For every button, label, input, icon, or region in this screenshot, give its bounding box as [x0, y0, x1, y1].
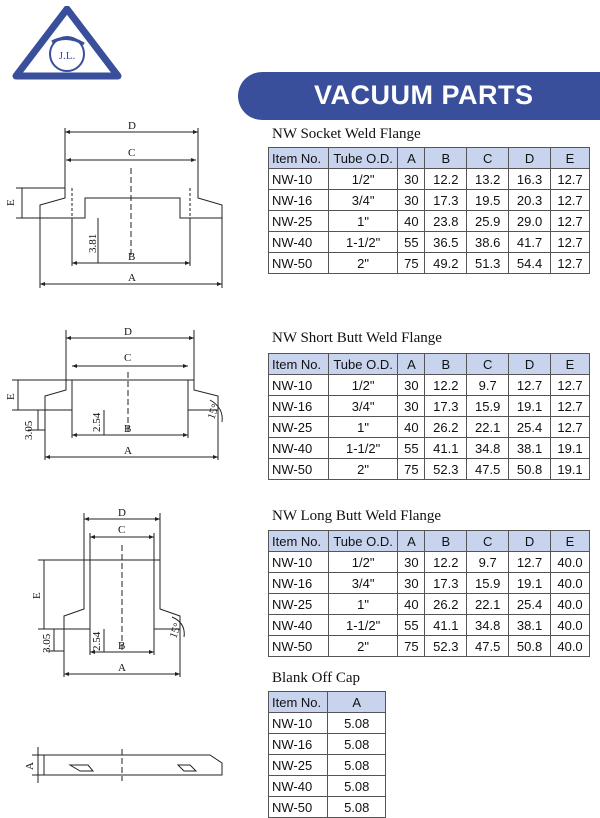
table-cell: NW-25: [269, 211, 329, 232]
table-cell: 29.0: [509, 211, 551, 232]
short-butt-weld-flange-title: NW Short Butt Weld Flange: [272, 330, 442, 346]
table-cell: NW-16: [269, 734, 328, 755]
dim-label-c: C: [124, 352, 132, 364]
column-header: B: [425, 148, 467, 169]
socket-weld-flange-drawing: [0, 118, 260, 293]
table-cell: 30: [398, 573, 425, 594]
table-cell: 19.1: [551, 459, 590, 480]
column-header: E: [551, 354, 590, 375]
table-cell: 1-1/2": [328, 232, 398, 253]
table-row: [269, 797, 386, 818]
table-row: [269, 552, 590, 573]
table-cell: 41.1: [425, 438, 467, 459]
table-cell: 2": [328, 253, 398, 274]
table-cell: 38.1: [509, 615, 551, 636]
dim-label-angle: 15°: [205, 402, 223, 422]
table-row: [269, 776, 386, 797]
column-header: E: [551, 531, 590, 552]
table-cell: 1-1/2": [328, 438, 398, 459]
table-cell: 40.0: [551, 573, 590, 594]
table-cell: 25.4: [509, 594, 551, 615]
table-cell: 1": [328, 594, 398, 615]
table-cell: 12.7: [551, 396, 590, 417]
column-header: B: [425, 354, 467, 375]
table-cell: 25.4: [509, 417, 551, 438]
long-butt-weld-flange-drawing: [0, 505, 260, 685]
dim-label-c: C: [118, 524, 126, 536]
table-cell: 55: [398, 232, 425, 253]
column-header: Item No.: [269, 692, 328, 713]
table-cell: 1/2": [328, 169, 398, 190]
table-cell: 34.8: [467, 615, 509, 636]
table-cell: NW-10: [269, 169, 329, 190]
dim-label-e: E: [31, 592, 43, 599]
table-cell: 40: [398, 211, 425, 232]
table-cell: NW-10: [269, 552, 329, 573]
table-row: [269, 636, 590, 657]
table-cell: 2": [328, 459, 398, 480]
column-header: Item No.: [269, 531, 329, 552]
table-cell: 54.4: [509, 253, 551, 274]
table-cell: 17.3: [425, 573, 467, 594]
table-cell: 1": [328, 211, 398, 232]
table-cell: 49.2: [425, 253, 467, 274]
table-cell: 15.9: [467, 396, 509, 417]
table-cell: 3/4": [328, 396, 398, 417]
table-cell: 20.3: [509, 190, 551, 211]
table-cell: 26.2: [425, 594, 467, 615]
table-cell: NW-25: [269, 594, 329, 615]
column-header: E: [551, 148, 590, 169]
table-cell: 16.3: [509, 169, 551, 190]
table-cell: 3/4": [328, 573, 398, 594]
column-header: A: [328, 692, 386, 713]
table-row: [269, 459, 590, 480]
table-cell: NW-25: [269, 755, 328, 776]
table-cell: 5.08: [328, 776, 386, 797]
table-cell: 22.1: [467, 594, 509, 615]
dim-label-wall: 2.54: [91, 412, 103, 432]
dim-label-hub: 3.05: [23, 420, 35, 440]
table-cell: 1": [328, 417, 398, 438]
column-header: Tube O.D.: [328, 531, 398, 552]
blank-off-cap-title: Blank Off Cap: [272, 670, 361, 686]
table-cell: 36.5: [425, 232, 467, 253]
table-cell: 47.5: [467, 636, 509, 657]
table-cell: 40.0: [551, 594, 590, 615]
column-header: D: [509, 531, 551, 552]
table-cell: 12.7: [551, 375, 590, 396]
long-butt-weld-flange-table: [268, 530, 590, 657]
table-cell: 26.2: [425, 417, 467, 438]
socket-weld-flange-title: NW Socket Weld Flange: [272, 126, 421, 142]
dim-label-a: A: [128, 272, 136, 284]
table-cell: 52.3: [425, 636, 467, 657]
column-header: A: [398, 354, 425, 375]
table-cell: 75: [398, 636, 425, 657]
socket-weld-flange-table: [268, 147, 590, 274]
column-header: C: [467, 354, 509, 375]
column-header: D: [509, 354, 551, 375]
table-cell: 5.08: [328, 797, 386, 818]
table-row: [269, 396, 590, 417]
table-cell: 1/2": [328, 552, 398, 573]
dim-label-e: E: [5, 199, 17, 206]
dim-label-d: D: [124, 326, 132, 338]
table-row: [269, 615, 590, 636]
column-header: A: [398, 531, 425, 552]
table-cell: 38.1: [509, 438, 551, 459]
table-row: [269, 190, 590, 211]
table-cell: 12.7: [551, 211, 590, 232]
table-row: [269, 594, 590, 615]
dim-label-d: D: [118, 507, 126, 519]
table-cell: NW-10: [269, 375, 329, 396]
table-row: [269, 375, 590, 396]
table-cell: NW-10: [269, 713, 328, 734]
table-header-row: [269, 692, 386, 713]
title-banner: [238, 72, 600, 120]
table-row: [269, 211, 590, 232]
table-row: [269, 417, 590, 438]
table-cell: 40.0: [551, 552, 590, 573]
dim-label-wall: 2.54: [91, 631, 103, 651]
table-cell: NW-40: [269, 615, 329, 636]
table-cell: 19.1: [551, 438, 590, 459]
table-cell: 41.1: [425, 615, 467, 636]
table-cell: 12.7: [551, 169, 590, 190]
table-row: [269, 734, 386, 755]
table-cell: 19.1: [509, 573, 551, 594]
table-cell: 19.5: [467, 190, 509, 211]
table-cell: 3/4": [328, 190, 398, 211]
table-header-row: [269, 354, 590, 375]
table-cell: NW-40: [269, 776, 328, 797]
table-cell: 50.8: [509, 636, 551, 657]
column-header: C: [467, 148, 509, 169]
table-cell: 1/2": [328, 375, 398, 396]
table-row: [269, 438, 590, 459]
table-cell: NW-16: [269, 573, 329, 594]
table-cell: 9.7: [467, 375, 509, 396]
table-cell: 12.2: [425, 552, 467, 573]
table-cell: NW-16: [269, 396, 329, 417]
table-cell: 13.2: [467, 169, 509, 190]
table-cell: 12.2: [425, 169, 467, 190]
table-cell: 1-1/2": [328, 615, 398, 636]
table-row: [269, 713, 386, 734]
dim-label-a: A: [118, 662, 126, 674]
table-cell: 51.3: [467, 253, 509, 274]
table-cell: 41.7: [509, 232, 551, 253]
table-row: [269, 755, 386, 776]
short-butt-weld-flange-table: [268, 353, 590, 480]
table-cell: 12.7: [551, 253, 590, 274]
logo-text: J.L.: [58, 50, 76, 62]
dim-label-b: B: [128, 251, 136, 263]
table-cell: 23.8: [425, 211, 467, 232]
table-cell: 15.9: [467, 573, 509, 594]
dim-label-a: A: [24, 762, 36, 770]
table-cell: 30: [398, 190, 425, 211]
company-logo: [12, 6, 122, 80]
column-header: D: [509, 148, 551, 169]
table-cell: 2": [328, 636, 398, 657]
table-row: [269, 253, 590, 274]
table-cell: 12.7: [551, 232, 590, 253]
column-header: Tube O.D.: [328, 354, 398, 375]
table-row: [269, 232, 590, 253]
table-cell: NW-50: [269, 797, 328, 818]
table-cell: 12.7: [509, 552, 551, 573]
table-cell: 52.3: [425, 459, 467, 480]
dim-label-e: E: [5, 393, 17, 400]
short-butt-weld-flange-drawing: [0, 318, 260, 468]
table-cell: 30: [398, 375, 425, 396]
table-cell: 40: [398, 594, 425, 615]
table-cell: 75: [398, 253, 425, 274]
table-cell: 5.08: [328, 755, 386, 776]
dim-label-angle: 15°: [167, 621, 185, 641]
table-row: [269, 573, 590, 594]
table-cell: 19.1: [509, 396, 551, 417]
table-cell: 9.7: [467, 552, 509, 573]
column-header: Tube O.D.: [328, 148, 398, 169]
table-cell: 47.5: [467, 459, 509, 480]
column-header: C: [467, 531, 509, 552]
table-cell: NW-50: [269, 459, 329, 480]
table-cell: 12.7: [551, 190, 590, 211]
table-cell: 12.7: [551, 417, 590, 438]
table-cell: NW-40: [269, 438, 329, 459]
table-cell: NW-50: [269, 636, 329, 657]
table-cell: NW-40: [269, 232, 329, 253]
column-header: A: [398, 148, 425, 169]
table-cell: 50.8: [509, 459, 551, 480]
column-header: B: [425, 531, 467, 552]
table-cell: 30: [398, 169, 425, 190]
table-cell: 5.08: [328, 734, 386, 755]
table-cell: 25.9: [467, 211, 509, 232]
table-cell: 55: [398, 438, 425, 459]
dim-label-d: D: [128, 120, 136, 132]
table-cell: 17.3: [425, 190, 467, 211]
table-cell: 22.1: [467, 417, 509, 438]
table-cell: 55: [398, 615, 425, 636]
dim-label-a: A: [124, 445, 132, 457]
table-cell: 75: [398, 459, 425, 480]
dim-label-thickness: 3.81: [87, 233, 99, 253]
table-cell: 12.7: [509, 375, 551, 396]
table-cell: NW-25: [269, 417, 329, 438]
long-butt-weld-flange-title: NW Long Butt Weld Flange: [272, 508, 442, 524]
page-title: VACUUM PARTS: [314, 80, 534, 110]
table-cell: 40.0: [551, 636, 590, 657]
blank-off-cap-drawing: [0, 735, 260, 795]
table-cell: 38.6: [467, 232, 509, 253]
table-row: [269, 169, 590, 190]
dim-label-b: B: [124, 423, 132, 435]
table-header-row: [269, 148, 590, 169]
dim-label-hub: 3.05: [41, 633, 53, 653]
table-cell: 40: [398, 417, 425, 438]
table-cell: 34.8: [467, 438, 509, 459]
table-cell: NW-16: [269, 190, 329, 211]
table-cell: 12.2: [425, 375, 467, 396]
table-header-row: [269, 531, 590, 552]
table-cell: 40.0: [551, 615, 590, 636]
dim-label-c: C: [128, 147, 136, 159]
blank-off-cap-table: [268, 691, 386, 818]
column-header: Item No.: [269, 354, 329, 375]
table-cell: 17.3: [425, 396, 467, 417]
table-cell: 5.08: [328, 713, 386, 734]
dim-label-b: B: [118, 640, 126, 652]
table-cell: NW-50: [269, 253, 329, 274]
table-cell: 30: [398, 396, 425, 417]
column-header: Item No.: [269, 148, 329, 169]
table-cell: 30: [398, 552, 425, 573]
